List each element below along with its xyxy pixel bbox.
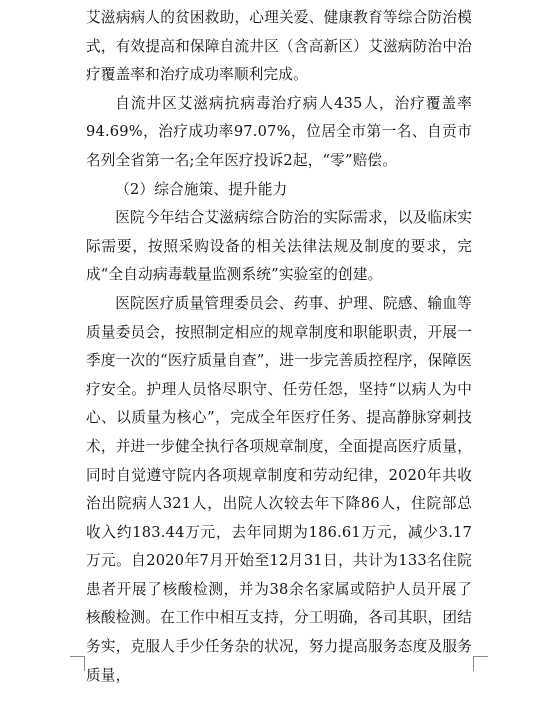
- section-heading: （2）综合施策、提升能力: [115, 180, 288, 198]
- page-corner-mark-right: [473, 656, 488, 671]
- paragraph-treatment-stats: 自流井区艾滋病抗病毒治疗病人435人，治疗覆盖率94.69%，治疗成功率97.07%，位居全市第一名、自贡市名列全省第一名;全年医疗投诉2起，“零”赔偿。: [86, 94, 472, 169]
- paragraph-quality-management: 医院医疗质量管理委员会、药事、护理、院感、输血等质量委员会，按照制定相应的规章制度和职能职责，开展一季度一次的“医疗质量自查”，进一步完善质控程序，保障医疗安全。护理人员恪尽职守、任劳任怨，坚持“以病人为中心、以质量为核心”，完成全年医疗任务、提高静脉穿刺技术，并进一步健全执行各项规章制度，全面提高医疗质量，同时自觉遵守院内各项规章制度和劳动纪律，2020年共收治出院病人321人，出院人次较去年下降86人，住院部总收入约183.44万元，去年同期为186.61万元，减少3.17万元。自2020年7月开始至12月31日，共计为133名住院患者开展了核酸检测，并为38余名家属或陪护人员开展了核酸检测。在工作中相互支持，分工明确，各司其职，团结务实，克服人手少任务杂的状况，努力提高服务态度及服务质量，: [86, 294, 472, 684]
- paragraph-lab-creation: 医院今年结合艾滋病综合防治的实际需求，以及临床实际需要，按照采购设备的相关法律法规及制度的要求，完成“全自动病毒载量监测系统”实验室的创建。: [86, 209, 472, 284]
- document-body: [86, 4, 472, 690]
- page-corner-mark-left: [70, 656, 85, 671]
- paragraph-continued: 艾滋病病人的贫困救助，心理关爱、健康教育等综合防治模式，有效提高和保障自流井区（含高新区）艾滋病防治中治疗覆盖率和治疗成功率顺利完成。: [86, 9, 472, 84]
